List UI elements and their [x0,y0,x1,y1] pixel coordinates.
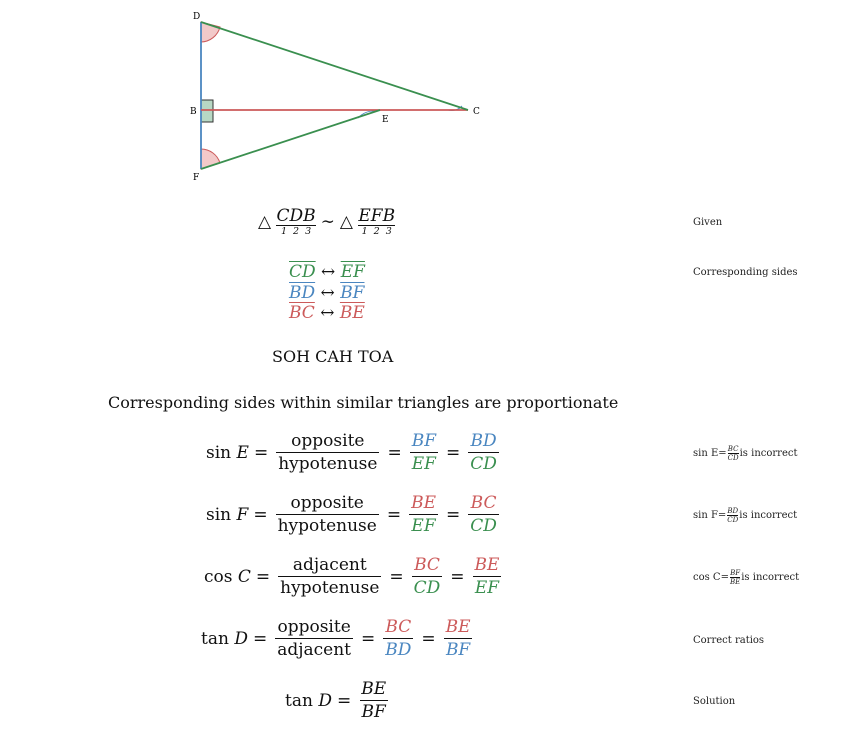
den: EF [474,578,500,598]
fn: tan [285,690,313,711]
soh-cah-toa: SOH CAH TOA [272,347,394,366]
note-pre: cos C= [693,572,729,583]
side-bc: $\overline{BC}$ [289,303,315,323]
equation-sin-f [206,493,502,536]
note-post: is incorrect [739,448,798,459]
num: BE [361,679,387,699]
num: BE [411,493,436,513]
var: C [237,566,251,587]
corr-row-2 [289,283,365,304]
note-pre: sin F= [693,510,727,521]
triangle-cdb-index: 1 2 3 [280,226,312,237]
den: BD [385,640,412,660]
label-d: D [193,12,201,22]
similarity-statement [258,207,395,237]
segment-fe [201,110,380,169]
corr-row-3 [289,303,365,324]
label-f: F [193,173,200,183]
side-cd: $\overline{CD}$ [289,262,316,282]
arrow: ↔ [321,262,336,282]
fn: sin [206,504,232,525]
triangle-symbol: △ [258,212,272,232]
triangle-cdb-name: CDB [276,206,316,226]
ratio-word [275,617,353,660]
var: F [236,504,249,525]
den: adjacent [277,640,352,660]
equals: = [386,504,402,525]
note-sin-e [693,445,797,462]
note-num: BD [727,507,739,515]
arrow: ↔ [320,282,335,303]
corr-row-1 [289,262,365,283]
num: BE [474,555,500,575]
den: hypotenuse [278,454,378,474]
num: adjacent [292,555,367,575]
proportion-statement: Corresponding sides within similar triangles are proportionate [108,393,619,412]
fn: sin [206,442,232,463]
num: BC [470,493,497,513]
similar-symbol: ∼ [320,212,335,232]
ratio-1 [412,555,443,598]
note-num: BF [730,569,741,577]
ratio-word [276,431,379,474]
den: EF [411,454,436,474]
equals: = [445,504,461,525]
note-pre: sin E= [693,448,727,459]
note-num: BC [727,445,739,453]
num: opposite [290,493,364,513]
den: CD [413,578,441,598]
segment-dc [201,22,468,110]
equation-solution [285,679,391,722]
equals: = [450,566,465,587]
num: BC [414,555,440,575]
equation-tan-d [201,617,476,660]
side-bd: $\overline{BD}$ [289,282,316,303]
ratio-2 [468,431,499,474]
den: BF [361,702,386,722]
num: BD [470,431,497,451]
side-bf: $\overline{BF}$ [340,282,365,303]
equals: = [253,504,268,525]
ratio-2 [473,555,502,598]
equals: = [255,566,271,587]
ratio-word [276,493,379,536]
note-solution: Solution [693,696,736,707]
note-den: BE [729,578,741,586]
note-corresponding: Corresponding sides [693,267,798,278]
label-b: B [190,107,197,117]
note-post: is incorrect [739,510,798,521]
right-angle-marker [201,100,213,122]
ratio-1 [410,431,438,474]
ratio-1 [409,493,438,536]
num: opposite [291,431,365,451]
solution-ratio [359,679,388,722]
equals: = [253,442,269,463]
den: CD [470,454,497,474]
note-cos-c [693,569,799,586]
equals: = [387,442,402,463]
var: D [318,690,332,711]
equals: = [446,442,461,463]
side-ef: $\overline{EF}$ [340,262,365,282]
equals: = [252,628,268,649]
note-den: CD [727,454,739,462]
equals: = [421,628,436,649]
equals: = [389,566,404,587]
den: hypotenuse [277,516,377,536]
ratio-word [278,555,381,598]
note-given: Given [693,217,723,228]
arrow: ↔ [320,303,335,323]
den: CD [470,516,497,536]
den: hypotenuse [280,578,380,598]
num: opposite [277,617,351,637]
triangle-diagram [180,5,490,185]
triangle-symbol-2: △ [339,212,353,232]
triangle-efb-index: 1 2 3 [361,226,392,237]
var: D [234,628,248,649]
den: EF [411,516,436,536]
note-den: CD [727,516,739,524]
equals: = [336,690,352,711]
triangle-efb-name: EFB [358,206,396,226]
label-c: C [473,107,480,117]
note-correct-ratios: Correct ratios [693,635,765,646]
num: BF [411,431,436,451]
fn: cos [204,566,233,587]
equals: = [361,628,376,649]
corresponding-sides [289,262,365,324]
label-e: E [382,115,389,125]
triangle-efb [358,207,395,237]
num: BC [385,617,412,637]
ratio-2 [444,617,473,660]
fn: tan [201,628,229,649]
var: E [236,442,249,463]
equation-cos-c [204,555,504,598]
ratio-1 [383,617,413,660]
note-sin-f [693,507,797,524]
note-post: is incorrect [741,572,800,583]
side-be: $\overline{BE}$ [339,303,365,323]
ratio-2 [468,493,499,536]
triangle-cdb [276,207,315,237]
den: BF [445,640,471,660]
num: BE [445,617,471,637]
equation-sin-e [206,431,502,474]
